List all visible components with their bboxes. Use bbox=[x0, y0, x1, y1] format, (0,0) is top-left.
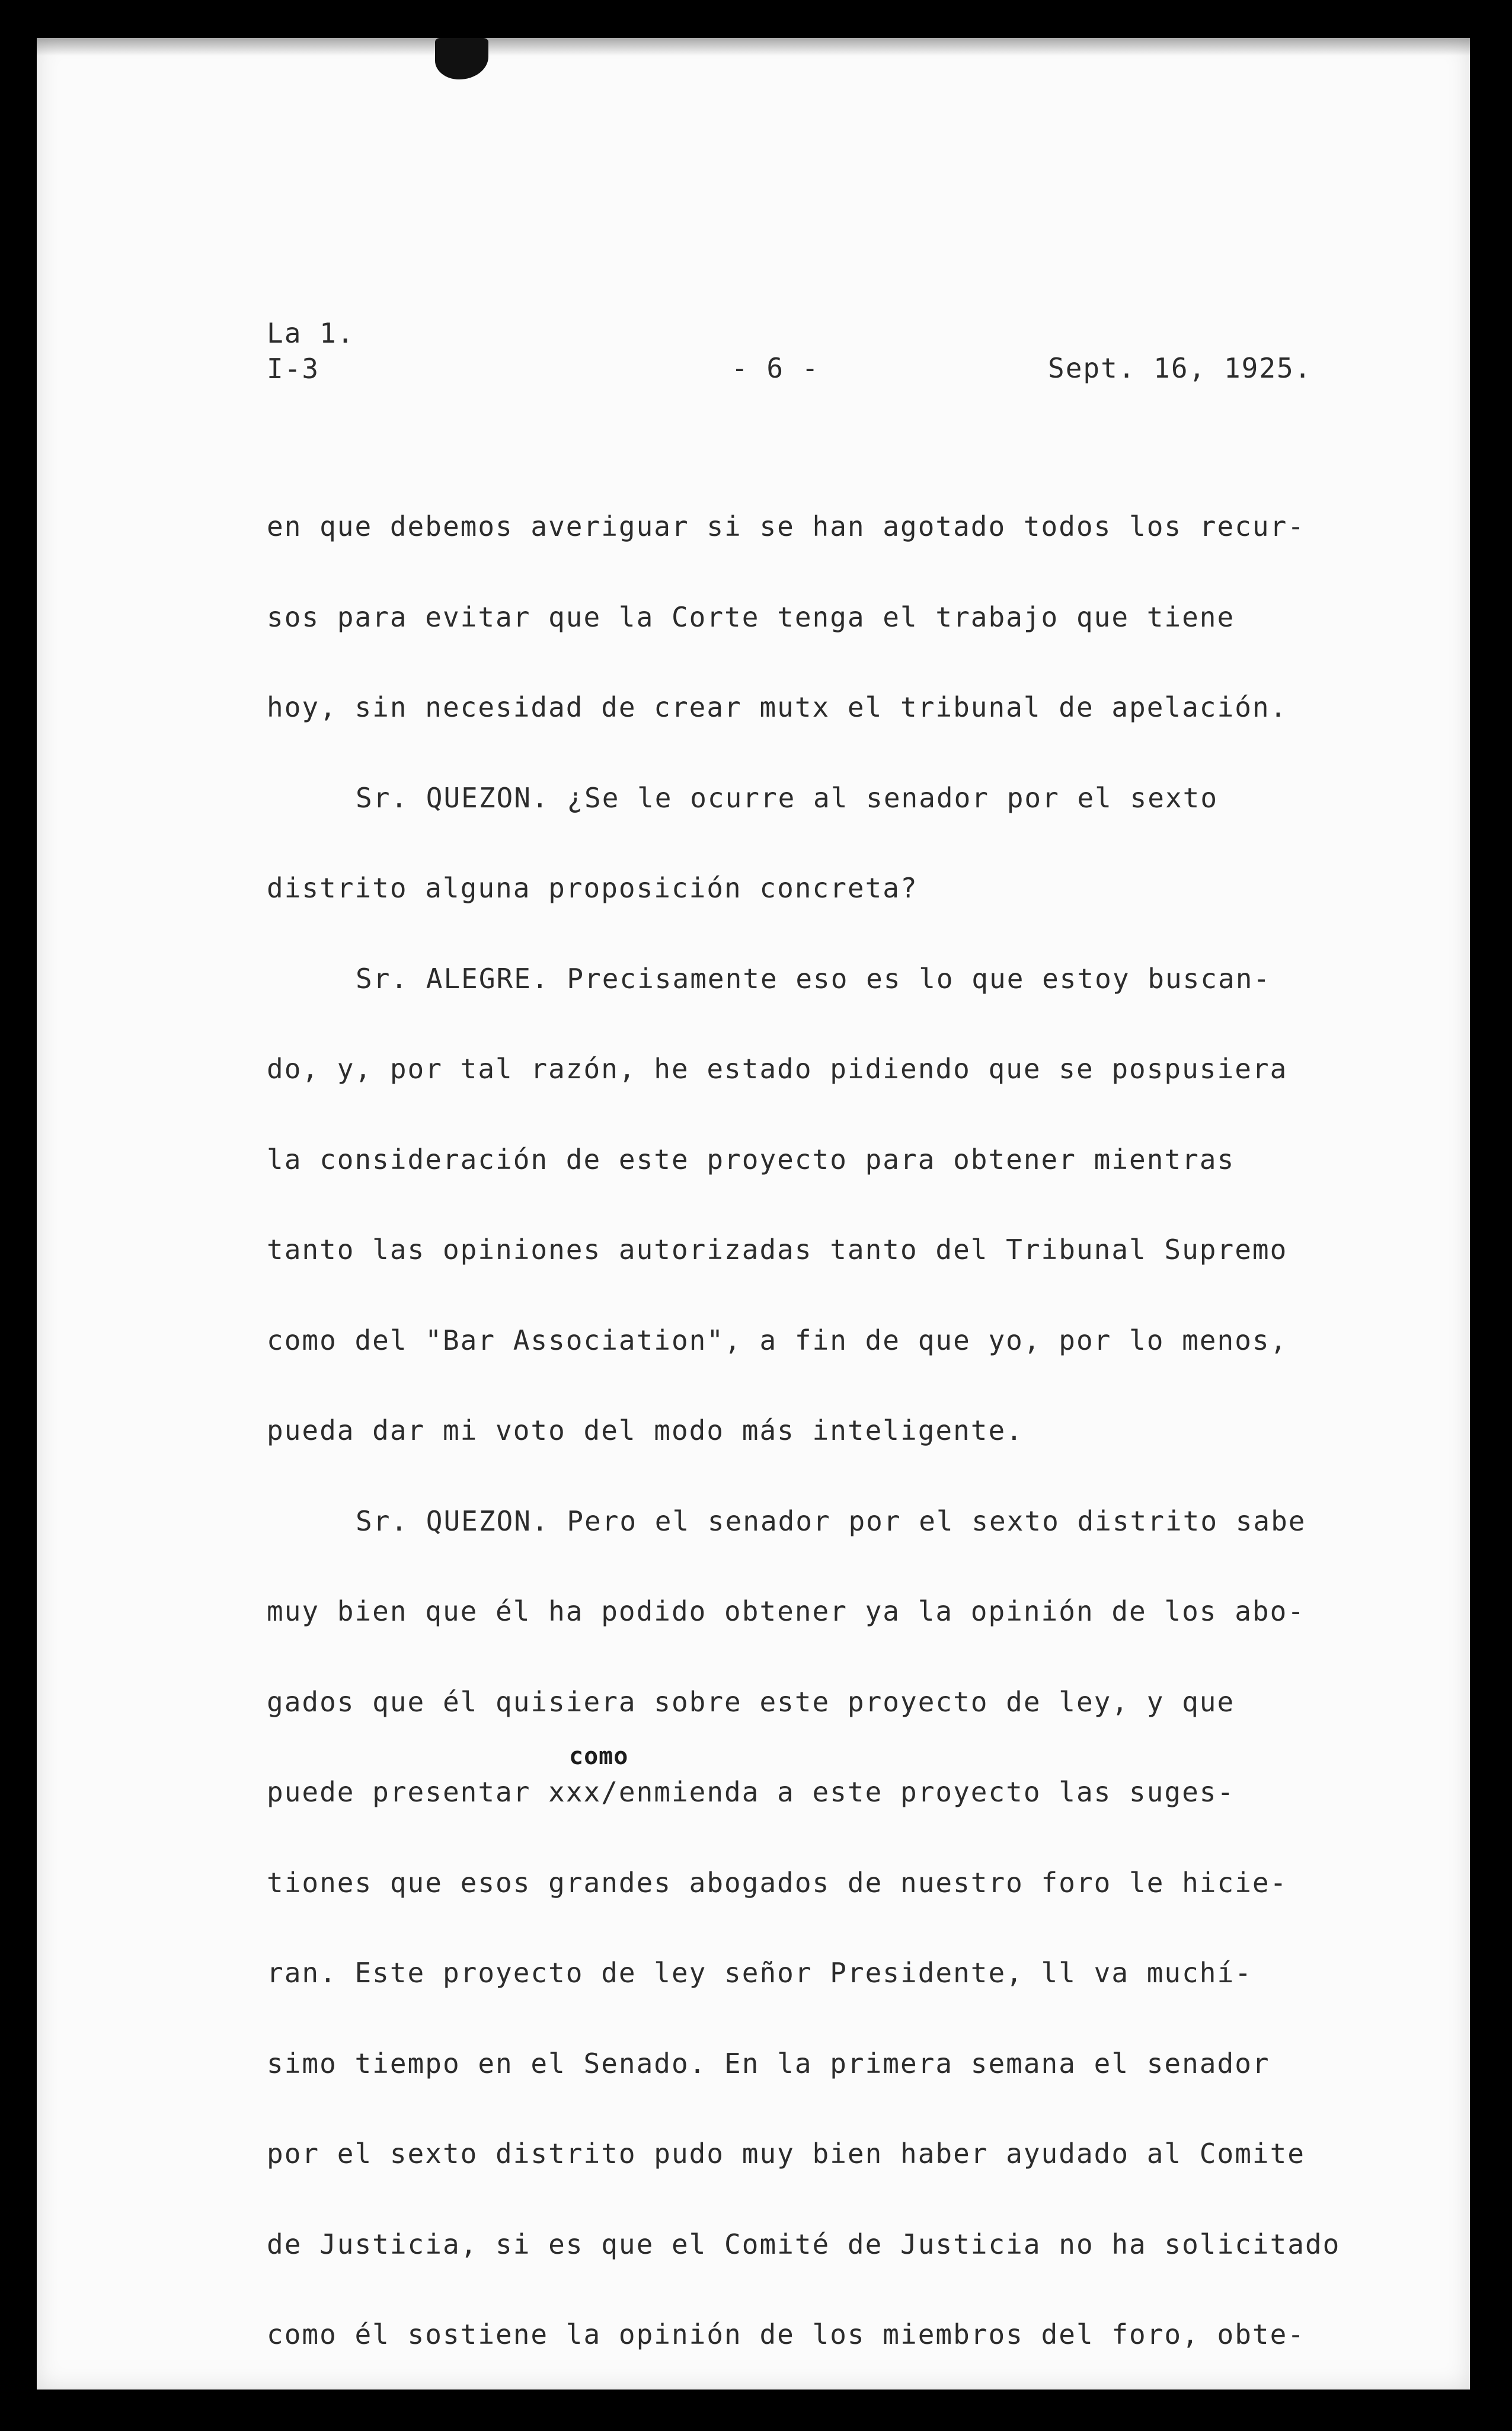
header-ref-line2: I-3 bbox=[267, 353, 320, 385]
header-reference bbox=[267, 315, 354, 386]
header-date: Sept. 16, 1925. bbox=[1048, 352, 1312, 384]
text-line: hoy, sin necesidad de crear mutx el tribunal de apelación. bbox=[267, 691, 1288, 723]
text-line: muy bien que él ha podido obtener ya la opinión de los abo- bbox=[267, 1595, 1305, 1627]
text-line: por el sexto distrito pudo muy bien haber ayudado al Comite bbox=[267, 2138, 1305, 2170]
header-ref-line1: La 1. bbox=[267, 317, 355, 349]
text-line: la consideración de este proyecto para obtener mientras bbox=[267, 1143, 1235, 1175]
text-line: de Justicia, si es que el Comité de Justicia no ha solicitado bbox=[267, 2228, 1341, 2260]
text-line: distrito alguna proposición concreta? bbox=[267, 872, 918, 904]
text-line: pueda dar mi voto del modo más inteligente. bbox=[267, 1414, 1024, 1446]
text-line: en que debemos averiguar si se han agotado todos los recur- bbox=[267, 510, 1305, 542]
text-line: gados que él quisiera sobre este proyecto de ley, y que bbox=[267, 1685, 1235, 1718]
text-line: puede presentar xxx/enmienda a este proyecto las suges- bbox=[267, 1776, 1235, 1808]
scan-edge bbox=[37, 38, 1470, 56]
text-line: Sr. QUEZON. Pero el senador por el sexto distrito sabe bbox=[356, 1504, 1306, 1537]
text-line: como él sostiene la opinión de los miembros del foro, obte- bbox=[267, 2318, 1305, 2350]
text-line: do, y, por tal razón, he estado pidiendo que se pospusiera bbox=[267, 1053, 1288, 1085]
transcript-body bbox=[267, 481, 1340, 2380]
text-line: sos para evitar que la Corte tenga el trabajo que tiene bbox=[267, 600, 1235, 633]
text-line: simo tiempo en el Senado. En la primera semana el senador bbox=[267, 2047, 1270, 2079]
text-line: Sr. QUEZON. ¿Se le ocurre al senador por el sexto bbox=[356, 781, 1219, 814]
page-number: - 6 - bbox=[731, 352, 820, 384]
text-line: tiones que esos grandes abogados de nuestro foro le hicie- bbox=[267, 1866, 1288, 1899]
text-line: ran. Este proyecto de ley señor Presidente, ll va muchí- bbox=[267, 1957, 1252, 1989]
text-line: como del "Bar Association", a fin de que yo, por lo menos, bbox=[267, 1324, 1288, 1356]
handwritten-insertion: como bbox=[569, 1743, 629, 1770]
text-line: Sr. ALEGRE. Precisamente eso es lo que estoy buscan- bbox=[356, 962, 1271, 995]
text-line: tanto las opiniones autorizadas tanto del Tribunal Supremo bbox=[267, 1234, 1288, 1266]
ink-blot bbox=[435, 38, 488, 79]
document-page bbox=[37, 38, 1470, 2390]
